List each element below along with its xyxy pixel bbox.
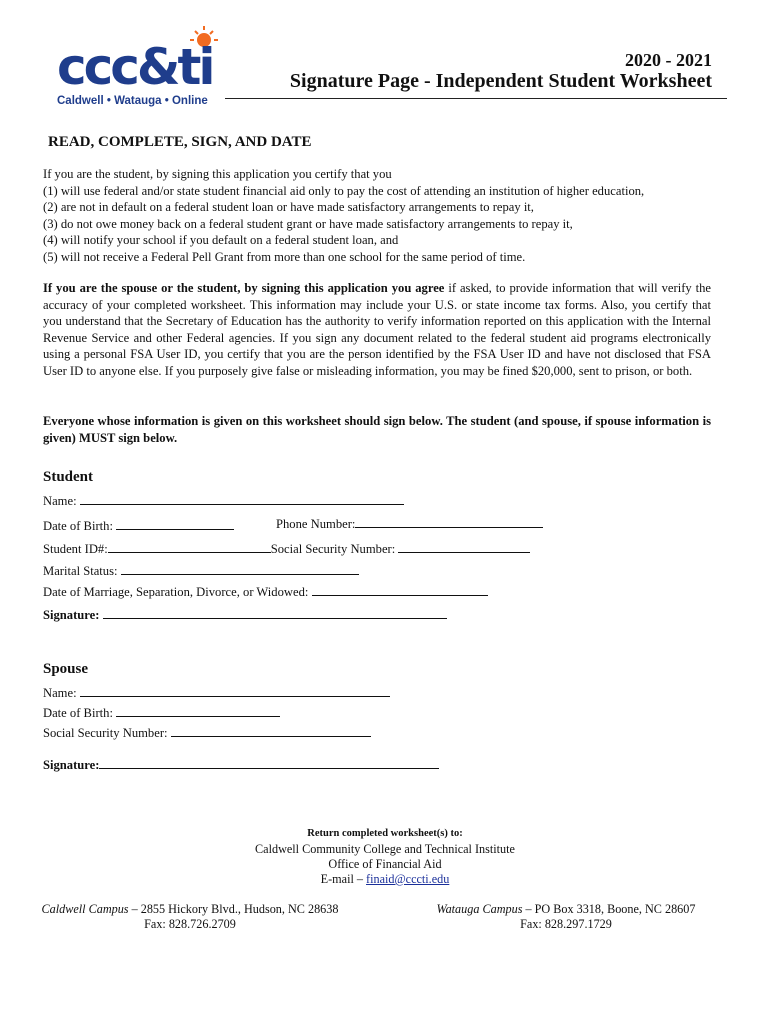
- spouse-name-field[interactable]: [80, 684, 390, 697]
- student-phone-field[interactable]: [355, 515, 543, 528]
- email-link[interactable]: finaid@cccti.edu: [366, 872, 450, 886]
- svg-text:ccc&ti: ccc&ti: [57, 38, 213, 96]
- caldwell-campus: [30, 902, 350, 932]
- watauga-campus-address: – PO Box 3318, Boone, NC 28607: [522, 902, 696, 916]
- spouse-dob-label: Date of Birth:: [43, 706, 113, 720]
- spouse-ssn-row: [43, 724, 371, 741]
- student-id-label: Student ID#:: [43, 542, 108, 556]
- certification-line: (5) will not receive a Federal Pell Grant from more than one school for the same period of time.: [43, 249, 526, 264]
- certification-line: (1) will use federal and/or state student financial aid only to pay the cost of attending an institution of higher education,: [43, 183, 645, 198]
- student-marriage-date-label: Date of Marriage, Separation, Divorce, or Widowed:: [43, 585, 309, 599]
- instructions-heading: READ, COMPLETE, SIGN, AND DATE: [48, 134, 312, 150]
- watauga-campus-fax: Fax: 828.297.1729: [520, 917, 612, 931]
- spouse-dob-field[interactable]: [116, 704, 280, 717]
- email-line: [0, 872, 770, 887]
- office-name: Office of Financial Aid: [328, 857, 442, 871]
- page-title: Signature Page - Independent Student Worksheet: [289, 70, 712, 92]
- student-marriage-date-row: [43, 583, 488, 600]
- agreement-paragraph: [43, 280, 711, 380]
- watauga-campus: [420, 902, 712, 932]
- student-dob-label: Date of Birth:: [43, 519, 113, 533]
- spouse-signature-field[interactable]: [99, 756, 439, 769]
- caldwell-campus-name: Caldwell Campus: [41, 902, 129, 916]
- spouse-signature-row: [43, 756, 439, 773]
- signature-requirement: Everyone whose information is given on this worksheet should sign below. The student (and spouse, if spouse information is given) MUST sign below.: [43, 414, 711, 445]
- school-year: 2020 - 2021: [625, 50, 712, 70]
- caldwell-campus-address: – 2855 Hickory Blvd., Hudson, NC 28638: [128, 902, 339, 916]
- certification-line: (4) will notify your school if you default on a federal student loan, and: [43, 233, 399, 248]
- spouse-ssn-label: Social Security Number:: [43, 726, 168, 740]
- student-dob-row: [43, 517, 234, 534]
- spouse-heading: Spouse: [43, 661, 89, 677]
- college-logo: [55, 22, 225, 110]
- title-divider: [225, 98, 727, 99]
- student-marital-label: Marital Status:: [43, 564, 118, 578]
- spouse-dob-row: [43, 704, 280, 721]
- student-id-field[interactable]: [108, 540, 271, 553]
- spouse-name-label: Name:: [43, 686, 77, 700]
- return-heading: Return completed worksheet(s) to:: [307, 828, 463, 839]
- svg-text:Caldwell • Watauga • Online: Caldwell • Watauga • Online: [57, 95, 208, 107]
- student-name-field[interactable]: [80, 492, 404, 505]
- agreement-lead: If you are the spouse or the student, by signing this application you agree: [43, 281, 445, 295]
- student-ssn-field[interactable]: [398, 540, 530, 553]
- student-signature-field[interactable]: [103, 606, 447, 619]
- caldwell-campus-fax: Fax: 828.726.2709: [144, 917, 236, 931]
- certification-line: (2) are not in default on a federal student loan or have made satisfactory arrangements to repay it,: [43, 200, 534, 215]
- spouse-ssn-field[interactable]: [171, 724, 371, 737]
- student-dob-field[interactable]: [116, 517, 234, 530]
- student-signature-label: Signature:: [43, 608, 100, 622]
- spouse-signature-label: Signature:: [43, 758, 100, 772]
- certification-line: If you are the student, by signing this application you certify that you: [43, 167, 392, 181]
- student-name-label: Name:: [43, 494, 77, 508]
- watauga-campus-name: Watauga Campus: [436, 902, 523, 916]
- student-marriage-date-field[interactable]: [312, 583, 488, 596]
- student-heading: Student: [43, 469, 94, 485]
- agreement-body: if asked, to provide information that will verify the accuracy of your completed worksheet. This information may include your U.S. or state income tax forms. Also, you certify that you understand that the Secretary of Education has the authority to verify information reported on this application with the Internal Revenue Service and other Federal agencies. If you sign any document related to the federal student aid programs electronically using a personal FSA User ID, you certify that you are the person identified by the FSA User ID and have not disclosed that FSA User ID to anyone else. If you purposely give false or misleading information, you may be fined $20,000, sent to prison, or both.: [43, 281, 712, 378]
- student-id-row: [43, 540, 530, 557]
- student-marital-field[interactable]: [121, 562, 359, 575]
- email-label: E-mail –: [320, 872, 367, 886]
- student-marital-row: [43, 562, 359, 579]
- student-phone-row: [276, 515, 543, 532]
- student-ssn-label: Social Security Number:: [270, 542, 396, 556]
- student-signature-row: [43, 606, 447, 623]
- spouse-name-row: [43, 684, 390, 701]
- logo-graphic: [55, 22, 225, 110]
- college-name: Caldwell Community College and Technical Institute: [255, 842, 515, 856]
- student-phone-label: Phone Number:: [276, 517, 356, 531]
- certification-list: [43, 166, 723, 266]
- certification-line: (3) do not owe money back on a federal student grant or have made satisfactory arrangements to repay it,: [43, 216, 573, 231]
- student-name-row: [43, 492, 404, 509]
